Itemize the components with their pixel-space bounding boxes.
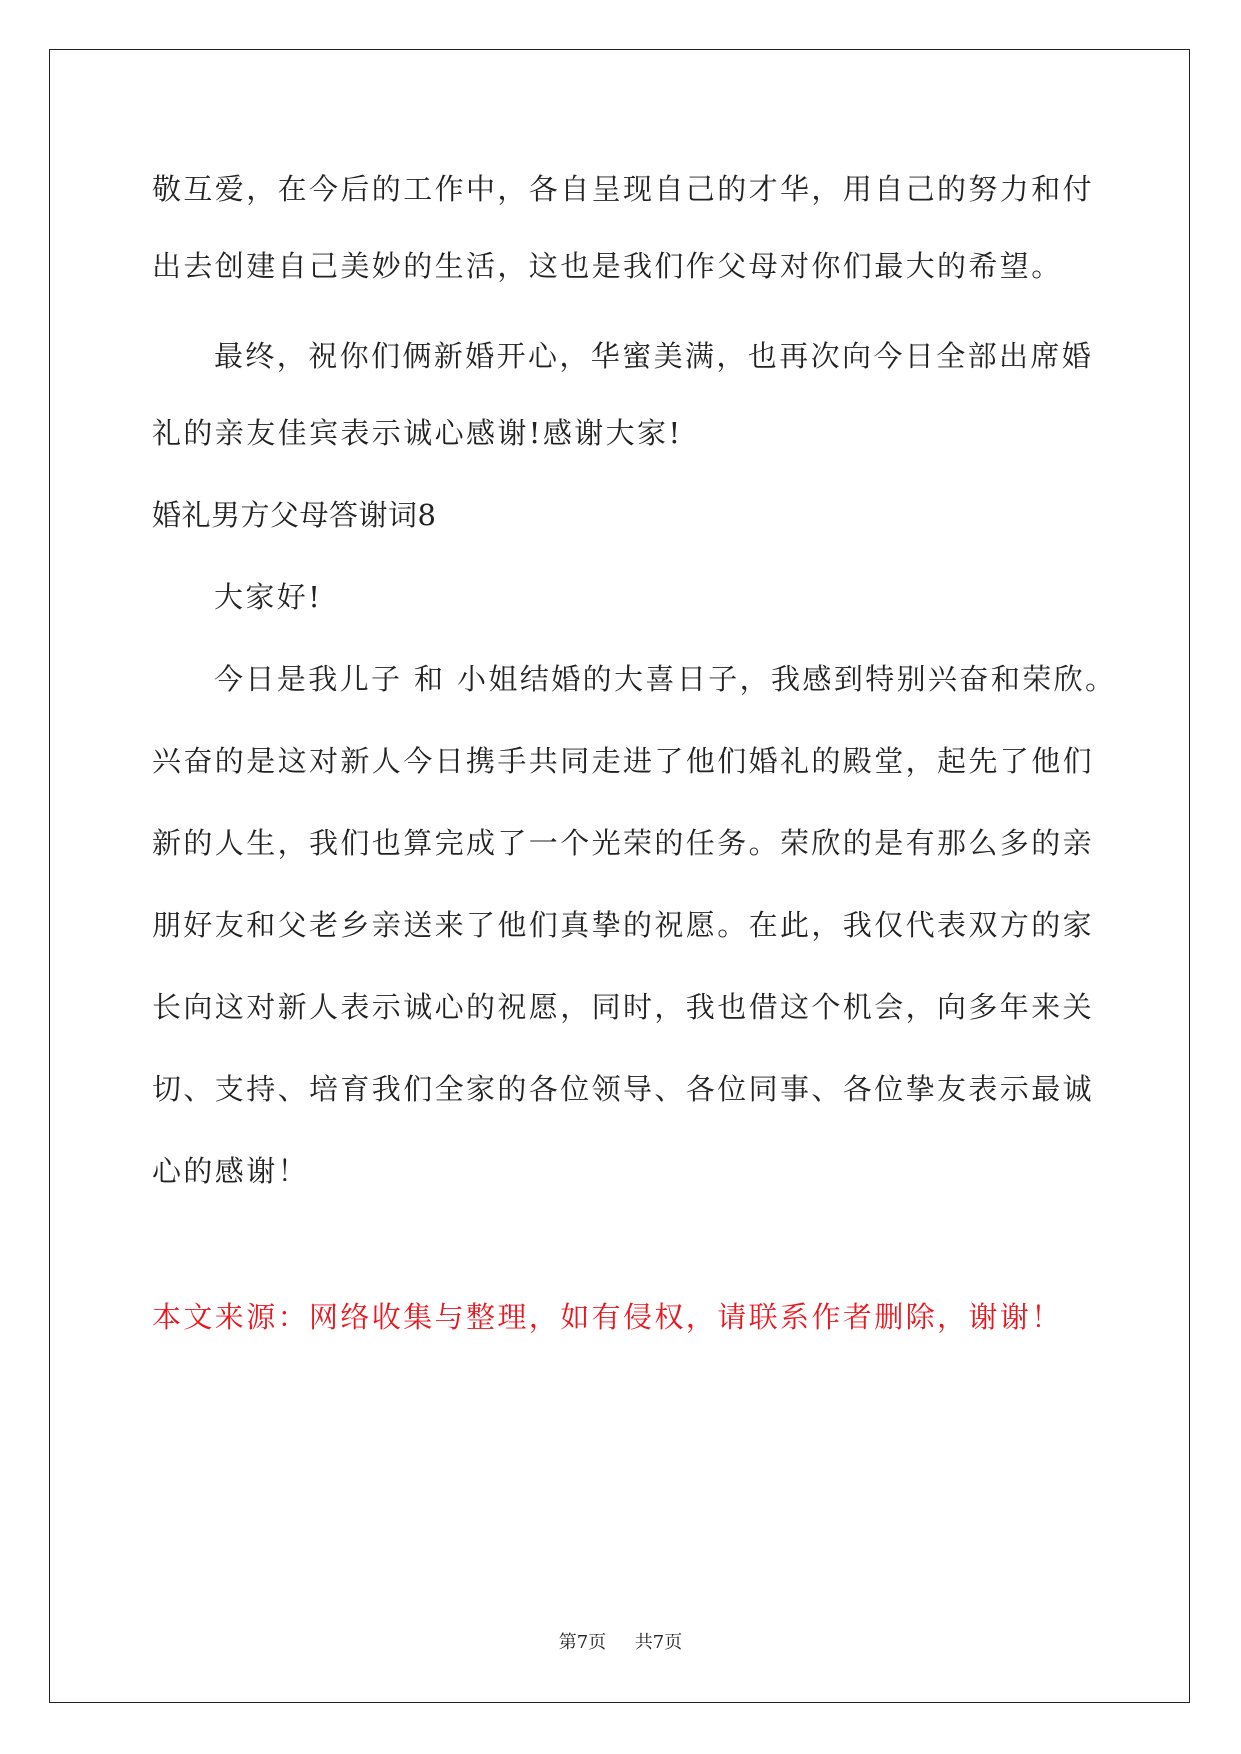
paragraph-line: 兴奋的是这对新人今日携手共同走进了他们婚礼的殿堂，起先了他们 xyxy=(152,744,1095,778)
paragraph-line: 最终，祝你们俩新婚开心，华蜜美满，也再次向今日全部出席婚 xyxy=(214,339,1094,373)
paragraph-line: 新的人生，我们也算完成了一个光荣的任务。荣欣的是有那么多的亲 xyxy=(152,826,1095,860)
paragraph-line: 出去创建自己美妙的生活，这也是我们作父母对你们最大的希望。 xyxy=(152,249,1063,283)
page-number-total: 共7页 xyxy=(634,1632,683,1653)
page-footer xyxy=(0,1632,1241,1654)
paragraph-line: 长向这对新人表示诚心的祝愿，同时，我也借这个机会，向多年来关 xyxy=(152,990,1095,1024)
paragraph-line: 敬互爱，在今后的工作中，各自呈现自己的才华，用自己的努力和付 xyxy=(152,172,1095,206)
paragraph-line: 切、支持、培育我们全家的各位领导、各位同事、各位挚友表示最诚 xyxy=(152,1072,1095,1106)
page-border xyxy=(49,49,1190,1703)
page-number-current: 第7页 xyxy=(558,1632,607,1653)
paragraph-line: 心的感谢！ xyxy=(152,1154,310,1188)
section-heading: 婚礼男方父母答谢词8 xyxy=(152,498,437,532)
paragraph-line: 礼的亲友佳宾表示诚心感谢!感谢大家! xyxy=(152,416,683,450)
greeting-line: 大家好! xyxy=(214,580,323,614)
source-notice: 本文来源：网络收集与整理，如有侵权，请联系作者删除，谢谢！ xyxy=(152,1300,1063,1334)
paragraph-line: 朋好友和父老乡亲送来了他们真挚的祝愿。在此，我仅代表双方的家 xyxy=(152,908,1095,942)
paragraph-line: 今日是我儿子 和 小姐结婚的大喜日子，我感到特别兴奋和荣欣。 xyxy=(214,662,1117,696)
